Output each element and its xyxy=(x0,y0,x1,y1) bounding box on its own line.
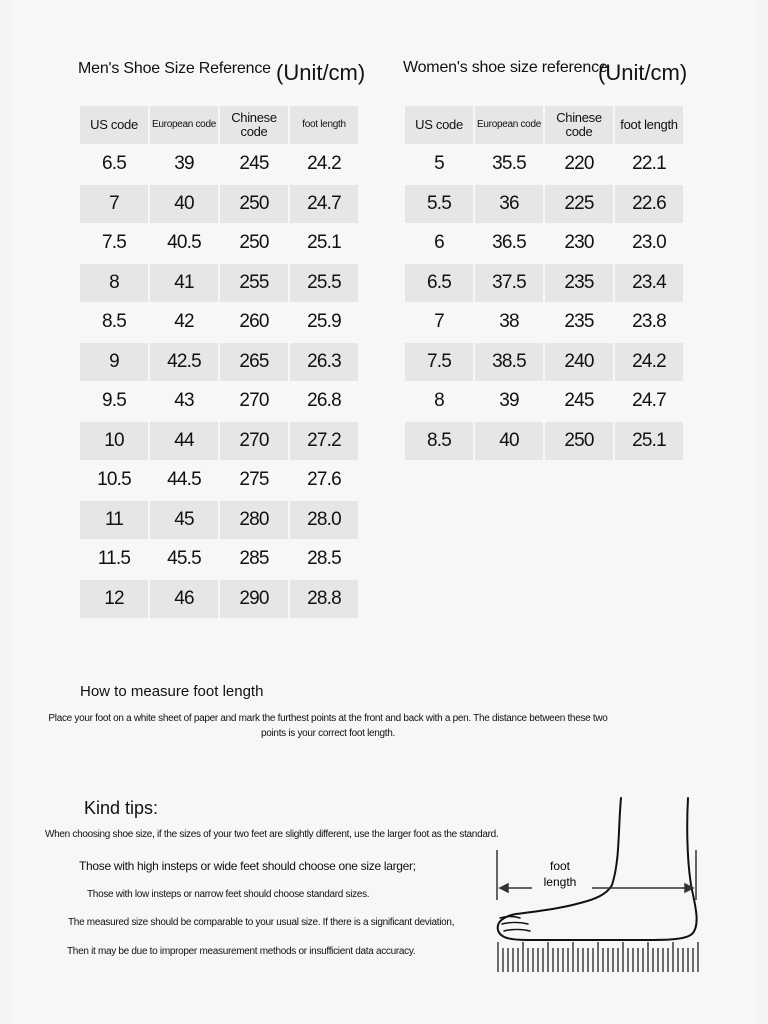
table-cell: 39 xyxy=(475,383,543,421)
table-cell: 6 xyxy=(405,225,473,263)
table-cell: 285 xyxy=(220,541,288,579)
table-cell: 12 xyxy=(80,580,148,618)
table-cell: 22.6 xyxy=(615,185,683,223)
tip-item: The measured size should be comparable to your usual size. If there is a significant deviation, xyxy=(68,917,455,928)
header-foot-length: foot length xyxy=(615,106,683,144)
table-cell: 5 xyxy=(405,146,473,184)
table-cell: 43 xyxy=(150,383,218,421)
table-cell: 7 xyxy=(405,304,473,342)
table-cell: 45.5 xyxy=(150,541,218,579)
table-row xyxy=(405,383,683,421)
header-foot-length: foot length xyxy=(290,106,358,144)
table-cell: 250 xyxy=(220,185,288,223)
table-cell: 235 xyxy=(545,264,613,302)
table-row xyxy=(80,225,358,263)
table-cell: 24.2 xyxy=(615,343,683,381)
women-table-title: Women's shoe size reference xyxy=(403,59,608,76)
table-row xyxy=(405,343,683,381)
tips-title: Kind tips: xyxy=(84,798,159,818)
table-cell: 36 xyxy=(475,185,543,223)
table-cell: 38.5 xyxy=(475,343,543,381)
table-cell: 250 xyxy=(220,225,288,263)
table-cell: 260 xyxy=(220,304,288,342)
table-row xyxy=(80,422,358,460)
header-european-code: European code xyxy=(475,106,543,144)
table-cell: 290 xyxy=(220,580,288,618)
table-cell: 230 xyxy=(545,225,613,263)
table-cell: 24.7 xyxy=(290,185,358,223)
tip-item: Those with high insteps or wide feet should choose one size larger; xyxy=(79,859,416,873)
tip-item: When choosing shoe size, if the sizes of your two feet are slightly different, use the larger foot as the standard. xyxy=(45,829,499,840)
table-cell: 25.1 xyxy=(290,225,358,263)
table-cell: 245 xyxy=(220,146,288,184)
table-cell: 40 xyxy=(475,422,543,460)
table-row xyxy=(80,541,358,579)
table-cell: 225 xyxy=(545,185,613,223)
table-cell: 8.5 xyxy=(405,422,473,460)
table-cell: 24.7 xyxy=(615,383,683,421)
table-cell: 6.5 xyxy=(80,146,148,184)
table-row xyxy=(405,225,683,263)
table-cell: 42 xyxy=(150,304,218,342)
table-cell: 38 xyxy=(475,304,543,342)
header-chinese-code: Chinese code xyxy=(220,106,288,144)
table-cell: 10.5 xyxy=(80,462,148,500)
table-cell: 39 xyxy=(150,146,218,184)
table-cell: 255 xyxy=(220,264,288,302)
table-cell: 44.5 xyxy=(150,462,218,500)
table-cell: 11.5 xyxy=(80,541,148,579)
foot-label-line1: foot xyxy=(549,859,571,873)
header-european-code: European code xyxy=(150,106,218,144)
ruler-icon xyxy=(498,942,698,972)
table-cell: 245 xyxy=(545,383,613,421)
table-cell: 240 xyxy=(545,343,613,381)
table-cell: 22.1 xyxy=(615,146,683,184)
table-row xyxy=(80,146,358,184)
table-cell: 41 xyxy=(150,264,218,302)
table-cell: 7.5 xyxy=(405,343,473,381)
table-cell: 280 xyxy=(220,501,288,539)
table-cell: 11 xyxy=(80,501,148,539)
table-cell: 26.3 xyxy=(290,343,358,381)
table-cell: 5.5 xyxy=(405,185,473,223)
table-cell: 27.2 xyxy=(290,422,358,460)
table-cell: 36.5 xyxy=(475,225,543,263)
table-row xyxy=(80,462,358,500)
table-cell: 10 xyxy=(80,422,148,460)
table-cell: 25.5 xyxy=(290,264,358,302)
table-row xyxy=(80,501,358,539)
header-us-code: US code xyxy=(405,106,473,144)
table-cell: 9.5 xyxy=(80,383,148,421)
howto-text: Place your foot on a white sheet of paper and mark the furthest points at the front and back with a pen. The distance between these two points is your correct foot length. xyxy=(48,713,608,739)
table-cell: 8.5 xyxy=(80,304,148,342)
table-cell: 45 xyxy=(150,501,218,539)
table-row xyxy=(80,264,358,302)
table-row xyxy=(405,264,683,302)
table-cell: 28.8 xyxy=(290,580,358,618)
table-cell: 42.5 xyxy=(150,343,218,381)
table-cell: 235 xyxy=(545,304,613,342)
table-cell: 8 xyxy=(80,264,148,302)
size-chart-page xyxy=(12,0,756,1024)
table-row xyxy=(80,343,358,381)
table-row xyxy=(80,304,358,342)
table-cell: 28.5 xyxy=(290,541,358,579)
table-cell: 27.6 xyxy=(290,462,358,500)
foot-length-arrow-icon xyxy=(497,850,696,900)
table-cell: 37.5 xyxy=(475,264,543,302)
table-cell: 40.5 xyxy=(150,225,218,263)
table-row xyxy=(405,146,683,184)
tip-item: Those with low insteps or narrow feet should choose standard sizes. xyxy=(87,889,370,900)
table-cell: 270 xyxy=(220,383,288,421)
table-cell: 28.0 xyxy=(290,501,358,539)
table-cell: 9 xyxy=(80,343,148,381)
table-cell: 23.4 xyxy=(615,264,683,302)
table-cell: 46 xyxy=(150,580,218,618)
table-row xyxy=(405,185,683,223)
table-row xyxy=(405,304,683,342)
foot-label-line2: length xyxy=(543,875,577,889)
table-row xyxy=(80,383,358,421)
header-us-code: US code xyxy=(80,106,148,144)
table-cell: 220 xyxy=(545,146,613,184)
header-chinese-code: Chinese code xyxy=(545,106,613,144)
table-cell: 8 xyxy=(405,383,473,421)
table-cell: 265 xyxy=(220,343,288,381)
table-cell: 270 xyxy=(220,422,288,460)
women-unit-label: (Unit/cm) xyxy=(598,60,688,85)
table-cell: 250 xyxy=(545,422,613,460)
table-cell: 35.5 xyxy=(475,146,543,184)
foot-outline-icon xyxy=(498,798,697,940)
women-size-table xyxy=(403,104,685,462)
men-size-table xyxy=(78,104,360,620)
table-cell: 24.2 xyxy=(290,146,358,184)
table-cell: 23.0 xyxy=(615,225,683,263)
table-cell: 7 xyxy=(80,185,148,223)
foot-measure-illustration xyxy=(480,790,720,980)
table-cell: 275 xyxy=(220,462,288,500)
howto-title: How to measure foot length xyxy=(80,683,264,700)
table-cell: 40 xyxy=(150,185,218,223)
table-cell: 23.8 xyxy=(615,304,683,342)
men-table-title: Men's Shoe Size Reference xyxy=(78,60,271,77)
table-row xyxy=(80,185,358,223)
table-row xyxy=(405,422,683,460)
table-cell: 6.5 xyxy=(405,264,473,302)
tip-item: Then it may be due to improper measurement methods or insufficient data accuracy. xyxy=(67,946,416,957)
table-row xyxy=(80,580,358,618)
table-cell: 25.1 xyxy=(615,422,683,460)
table-cell: 25.9 xyxy=(290,304,358,342)
table-cell: 26.8 xyxy=(290,383,358,421)
men-unit-label: (Unit/cm) xyxy=(276,60,366,85)
table-cell: 44 xyxy=(150,422,218,460)
table-cell: 7.5 xyxy=(80,225,148,263)
